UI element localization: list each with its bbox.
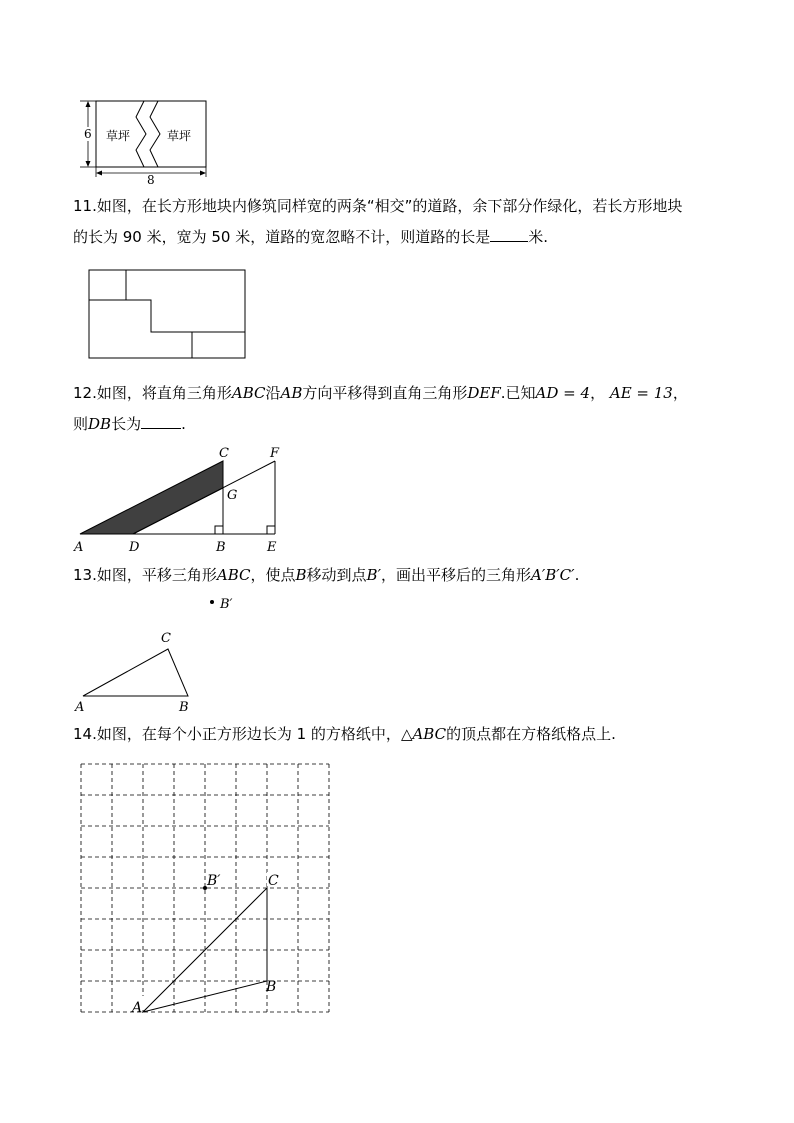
point-label-E: E bbox=[267, 540, 277, 555]
height-label: 6 bbox=[84, 127, 92, 141]
point-label-C: C bbox=[219, 446, 229, 461]
answer-blank-12[interactable] bbox=[141, 414, 181, 429]
zigzag-road-left bbox=[136, 101, 146, 167]
question-11 bbox=[73, 191, 733, 253]
translation-figure-12 bbox=[70, 443, 290, 555]
width-label: 8 bbox=[147, 173, 155, 185]
answer-blank-11[interactable] bbox=[490, 227, 528, 242]
point-label-C: C bbox=[161, 631, 171, 646]
question-11-line1: 11.如图，在长方形地块内修筑同样宽的两条“相交”的道路，余下部分作绿化，若长方形地块 bbox=[73, 197, 683, 215]
lawn-figure bbox=[76, 95, 216, 185]
road-figure bbox=[88, 269, 248, 361]
point-label-A: A bbox=[74, 540, 84, 555]
shaded-region bbox=[80, 461, 223, 534]
land-rectangle bbox=[89, 270, 245, 358]
point-label-D: D bbox=[129, 540, 140, 555]
stepped-road bbox=[89, 300, 245, 332]
translation-figure-13 bbox=[70, 590, 270, 715]
question-11-line2: 的长为 90 米，宽为 50 米，道路的宽忽略不计，则道路的长是 米. bbox=[73, 228, 549, 246]
lawn-label-right: 草坪 bbox=[167, 129, 192, 143]
point-label-F: F bbox=[270, 446, 280, 461]
zigzag-road-right bbox=[150, 101, 160, 167]
question-14 bbox=[73, 719, 733, 750]
point-label-A: A bbox=[75, 700, 85, 715]
question-12 bbox=[73, 378, 733, 440]
point-label-G: G bbox=[227, 488, 238, 503]
question-12-line2: 则DB长为 . bbox=[73, 415, 186, 433]
point-label-B: B bbox=[266, 979, 277, 995]
point-label-B: B bbox=[179, 700, 189, 715]
triangle-ABC bbox=[83, 649, 188, 696]
point-label-A: A bbox=[132, 1000, 143, 1016]
question-12-line1: 12.如图，将直角三角形ABC沿AB方向平移得到直角三角形DEF.已知AD = 4， AE = 13， bbox=[73, 384, 688, 402]
point-label-B: B bbox=[216, 540, 226, 555]
question-13 bbox=[73, 560, 733, 591]
lawn-label-left: 草坪 bbox=[106, 129, 131, 143]
question-14-line1: 14.如图，在每个小正方形边长为 1 的方格纸中，△ABC的顶点都在方格纸格点上. bbox=[73, 725, 616, 743]
question-13-line1: 13.如图，平移三角形ABC，使点B移动到点B′，画出平移后的三角形A′B′C′. bbox=[73, 566, 580, 584]
point-label-C: C bbox=[268, 873, 279, 889]
point-label-Bp: B′ bbox=[207, 873, 221, 889]
point-B-prime bbox=[210, 600, 214, 604]
grid-figure-14 bbox=[78, 760, 338, 1020]
point-label-Bp: B′ bbox=[220, 597, 233, 612]
